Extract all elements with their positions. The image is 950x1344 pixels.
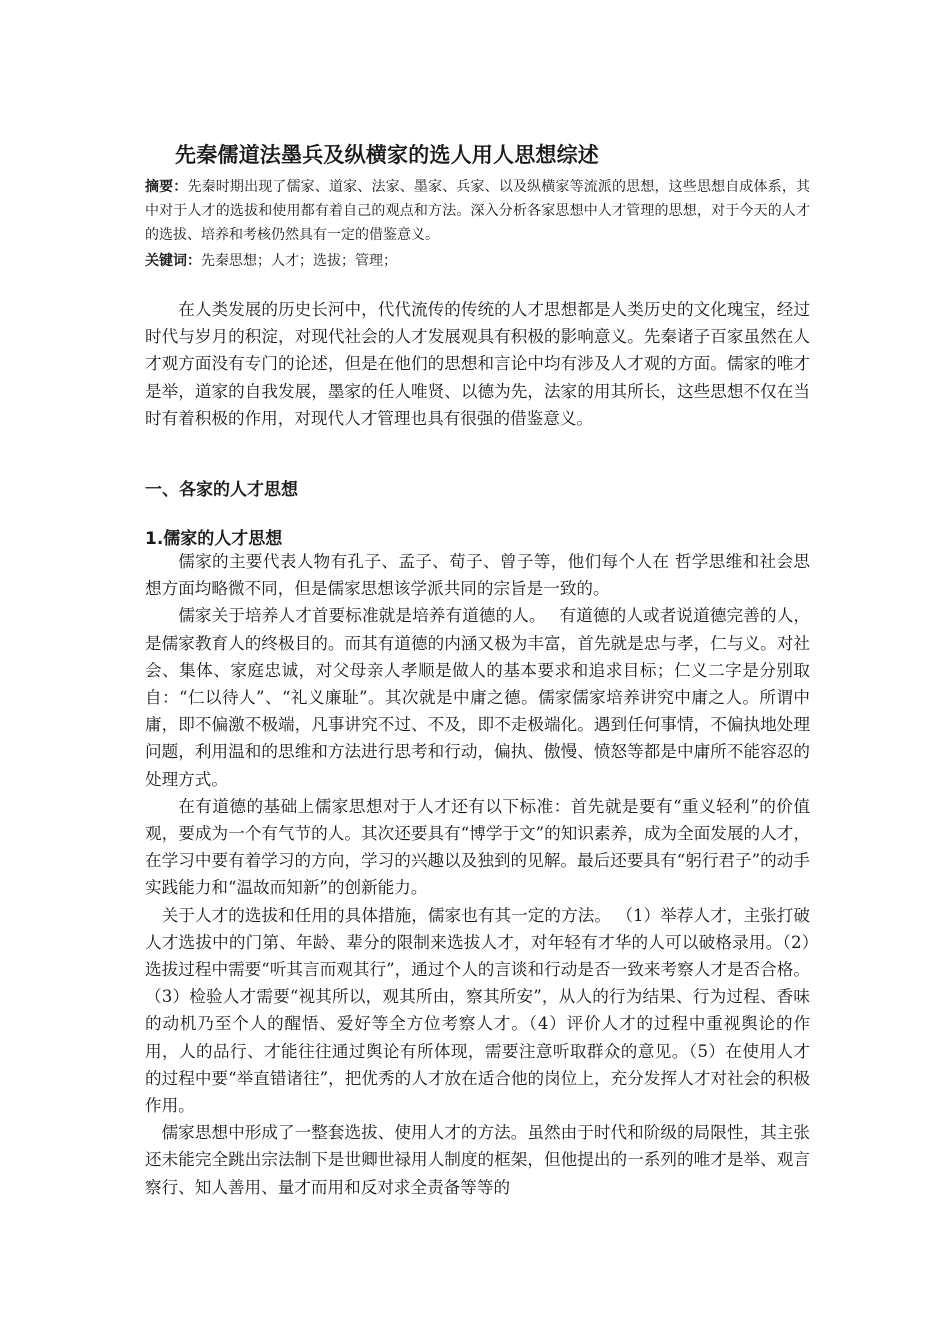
abstract-label: 摘要： [145,179,188,195]
keywords-text: 先秦思想；人才；选拔；管理； [201,253,397,269]
abstract [145,175,810,247]
paragraph-2: 儒家关于培养人才首要标准就是培养有道德的人。 有道德的人或者说道德完善的人，是儒家教育人的终极目的。而其有道德的内涵又极为丰富，首先就是忠与孝，仁与义。对社会、集体、家庭忠诚，对父母亲人孝顺是做人的基本要求和追求目标；仁义二字是分别取自：“仁以待人”、“礼义廉耻”。其次就是中庸之德。儒家儒家培养讲究中庸之人。所谓中庸，即不偏激不极端，凡事讲究不过、不及，即不走极端化。遇到任何事情，不偏执地处理问题，利用温和的思维和方法进行思考和行动，偏执、傲慢、愤怒等都是中庸所不能容忍的处理方式。 [145,606,810,789]
abstract-text: 先秦时期出现了儒家、道家、法家、墨家、兵家、以及纵横家等流派的思想，这些思想自成体系，其中对于人才的选拔和使用都有着自己的观点和方法。深入分析各家思想中人才管理的思想，对于今天的人才的选拔、培养和考核仍然具有一定的借鉴意义。 [145,179,811,243]
keywords-label: 关键词： [145,253,201,269]
paragraph-5: 儒家思想中形成了一整套选拔、使用人才的方法。虽然由于时代和阶级的局限性，其主张还未能完全跳出宗法制下是世卿世禄用人制度的框架，但他提出的一系列的唯才是举、观言察行、知人善用、量才而用和反对求全责备等等的 [145,1123,810,1197]
subsection-heading: 1.儒家的人才思想 [145,529,283,549]
paragraph-1: 儒家的主要代表人物有孔子、孟子、荀子、曾子等，他们每个人在 哲学思维和社会思想方面均略微不同，但是儒家思想该学派共同的宗旨是一致的。 [145,552,810,599]
section-heading: 一、各家的人才思想 [145,480,298,500]
intro-paragraph [145,296,810,432]
body-section [145,548,810,1201]
paragraph-4: 关于人才的选拔和任用的具体措施，儒家也有其一定的方法。 （1）举荐人才，主张打破人才选拔中的门第、年龄、辈分的限制来选拔人才，对年轻有才华的人可以破格录用。（2）选拔过程中需要“听其言而观其行”，通过个人的言谈和行动是否一致来考察人才是否合格。（3）检验人才需要“视其所以，观其所由，察其所安”，从人的行为结果、行为过程、香味的动机乃至个人的醒悟、爱好等全方位考察人才。（4）评价人才的过程中重视舆论的作用，人的品行、才能往往通过舆论有所体现，需要注意听取群众的意见。（5）在使用人才的过程中要“举直错诸往”，把优秀的人才放在适合他的岗位上，充分发挥人才对社会的积极作用。 [145,905,810,1116]
intro-text: 在人类发展的历史长河中，代代流传的传统的人才思想都是人类历史的文化瑰宝，经过时代与岁月的积淀，对现代社会的人才发展观具有积极的影响意义。先秦诸子百家虽然在人才观方面没有专门的论述，但是在他们的思想和言论中均有涉及人才观的方面。儒家的唯才是举，道家的自我发展，墨家的任人唯贤、以德为先，法家的用其所长，这些思想不仅在当时有着积极的作用，对现代人才管理也具有很强的借鉴意义。 [145,300,810,428]
paragraph-3: 在有道德的基础上儒家思想对于人才还有以下标准：首先就是要有“重义轻利”的价值观，要成为一个有气节的人。其次还要具有“博学于文”的知识素养，成为全面发展的人才，在学习中要有着学习的方向，学习的兴趣以及独到的见解。最后还要具有“躬行君子”的动手实践能力和“温故而知新”的创新能力。 [145,796,810,898]
keywords [145,251,810,271]
document-title: 先秦儒道法墨兵及纵横家的选人用人思想综述 [175,142,599,167]
